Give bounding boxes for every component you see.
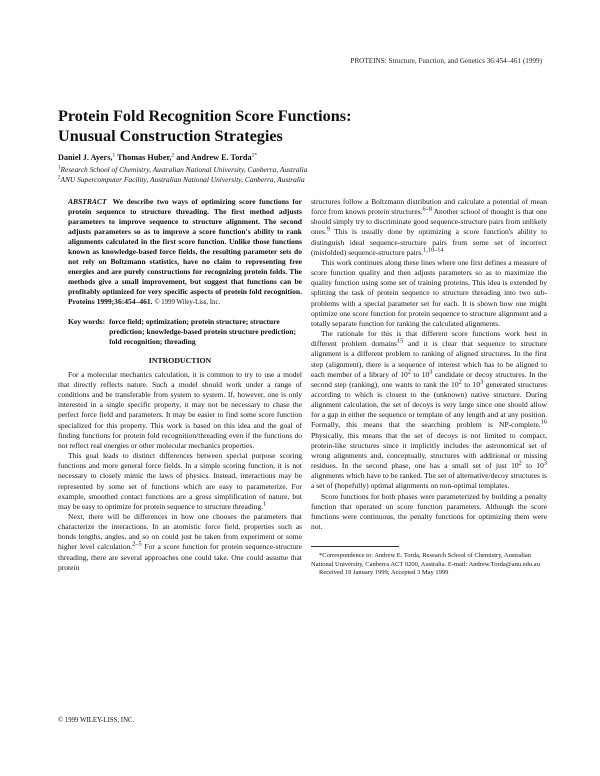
keywords-text: force field; optimization; protein structure; structure prediction; knowledge-based protein structure prediction; fold recognition; threading — [109, 316, 296, 346]
citation-sup: 9 — [326, 225, 330, 233]
keywords-label: Key words: — [68, 316, 106, 326]
received-dates: Received 19 January 1999; Accepted 3 May 1999 — [319, 569, 449, 577]
paragraph: The rationale for this is that different score functions work best in different problem domains$^{15}$ and it is clear that sequence to structure alignment is a different problem to ranking of aligned structures. In the first step (alignment), there is a sequence of interest which has to be aligned to each member of a library of $10^2$ to $10^3$ candidate or decoy structures. In the second step (ranking), one wants to rank the $10^2$ to $10^3$ generated structures according to which is closest to the (unknown) native structure. During alignment calculation, the set of decoys is very large since one should allow for a gap in either the sequence or template of any length and at any position. Formally, this means that the searching problem is NP-complete.$^{16}$ Physically, this means that the set of decoys is not limited to compact, protein-like structures since it implicitly includes the astronomical set of wrong alignments and, conceptually, structures with additional or missing residues. In the second phase, one has a small set of just $10^2$ to $10^3$ alignments which have to be ranked. The set of alternative/decoy structures is a set of (hopefully) optimal alignments on non-optimal templates. — [311, 329, 548, 491]
affiliation-sup: 1 — [58, 165, 61, 171]
author-huber: Thomas Huber, — [115, 153, 172, 162]
citation-sup: 15 — [397, 337, 404, 345]
citation-sup: 1,10–14 — [423, 246, 444, 254]
paragraph: For a molecular mechanics calculation, it is common to try to use a model that directly reflects nature. Such a model should work under a range of conditions and be transferable from system to system. If, however, one is only interested in a single specific property, it may not be necessary to chase the perfect force field and parameters. It may be easier to find some score function specialized for this property. This work is based on this idea and the goal of finding functions for protein fold recognition/threading even if the functions do not reflect real energies or other molecular mechanics properties. — [58, 369, 302, 450]
paragraph: This work continues along these lines where one first defines a measure of score function quality and then adjusts parameters so as to maximize the quality function using some set of training proteins. This idea is extended by splitting the task of protein sequence to structure threading into two sub-problems with a special parameter set for each. It is shown how one might optimize one score function for protein sequence to structure alignment and a totally separate function for ranking the calculated alignments. — [311, 257, 547, 328]
footnote-divider — [311, 546, 399, 547]
affiliation-sup: 2 — [58, 175, 61, 181]
paper-title — [58, 106, 538, 146]
running-head: PROTEINS: Structure, Function, and Genetics 36:454–461 (1999) — [350, 57, 542, 65]
paragraph: structures follow a Boltzmann distribution and calculate a potential of mean force from known protein structures.$^{6-8}$ Another school of thought is that one should simply try to discriminate good sequence-structure pairs from unlikely ones.$^9$ This is usually done by optimizing a score function's ability to distinguish ideal sequence-structure pairs from some set of incorrect (misfolded) sequence-structure pairs.$^{1,10-14}$ — [311, 197, 547, 257]
paragraph: This goal leads to distinct differences between special purpose scoring functions and more general force fields. In a simple scoring function, it is not necessary to closely mimic the laws of physics. Instead, interactions may be represented by some set of functions which are easy to parameterize. For example, smoothed contact functions are a gross simplification of nature, but may be easy to optimize for protein sequence to structure threading.$^1$ — [58, 451, 302, 511]
copyright-footer: © 1999 WILEY-LISS, INC. — [58, 717, 135, 724]
citation-sup: 6–8 — [422, 205, 432, 213]
exponent-sup: 2 — [407, 368, 411, 376]
citation-sup: 2–5 — [132, 540, 142, 548]
exponent-sup: 2 — [518, 459, 522, 467]
left-column — [58, 197, 302, 573]
section-heading-introduction: INTRODUCTION — [148, 355, 212, 365]
author-sup: 1 — [112, 152, 116, 159]
author-ayers: Daniel J. Ayers, — [58, 153, 113, 162]
exponent-sup: 3 — [429, 368, 433, 376]
abstract-label: ABSTRACT — [68, 197, 107, 206]
author-sup: 1* — [251, 152, 258, 159]
affiliation-2 — [58, 175, 305, 184]
title-line-1: Protein Fold Recognition Score Functions: — [58, 107, 352, 125]
affiliation-text: Research School of Chemistry, Australian National University, Canberra, Australia — [60, 165, 308, 174]
author-torda: and Andrew E. Torda — [174, 153, 252, 162]
citation-sup: 1 — [263, 500, 267, 508]
author-list — [58, 153, 257, 162]
abstract — [58, 197, 302, 309]
paragraph: Next, there will be differences in how one chooses the parameters that characterize the interactions. In an atomistic force field, properties such as bonds lengths, angles, and so on could just be taken from experiment or some higher level calculation.$^{2-5}$ For a score function for protein sequence-structure threading, there are several approaches one could take. One could assume that protein — [58, 512, 302, 572]
author-sup: 2 — [171, 152, 175, 159]
title-line-2: Unusual Construction Strategies — [58, 127, 283, 145]
abstract-copyright: © 1999 Wiley-Liss, Inc. — [154, 299, 221, 307]
citation-sup: 16 — [540, 418, 547, 426]
affiliation-text: ANU Supercomputer Facility, Australian National University, Canberra, Australia — [60, 175, 305, 184]
affiliation-1 — [58, 165, 307, 174]
abstract-text: We describe two ways of optimizing score functions for protein sequence to structure threading. The first method adjusts parameters to improve sequence to structure alignment. The second adjusts parameters so as to improve a score function's ability to rank alignments calculated in the first score function. Unlike those functions known as knowledge-based force fields, the resulting parameter sets do not rely on Boltzmann statistics, have no claim to representing free energies and are purely constructions for recognizing protein folds. The methods give a small improvement, but suggest that functions can be profitably optimized for very specific aspects of protein fold recognition. Proteins 1999;36:454–461. — [68, 197, 302, 307]
paragraph: Score functions for both phases were parameterized by building a penalty function that operated on score function parameters. Although the score functions were continuous, the penalty functions for optimizing them were not. — [311, 491, 547, 531]
exponent-sup: 2 — [458, 378, 462, 386]
correspondence-footnote: *Correspondence to: Andrew E. Torda, Research School of Chemistry, Australian National University, Canberra ACT 0200, Australia. E-mail: Andrew.Torda@anu.edu.au — [311, 552, 540, 568]
exponent-sup: 3 — [480, 378, 484, 386]
exponent-sup: 3 — [543, 459, 547, 467]
right-column — [311, 197, 547, 578]
keywords — [58, 317, 302, 347]
